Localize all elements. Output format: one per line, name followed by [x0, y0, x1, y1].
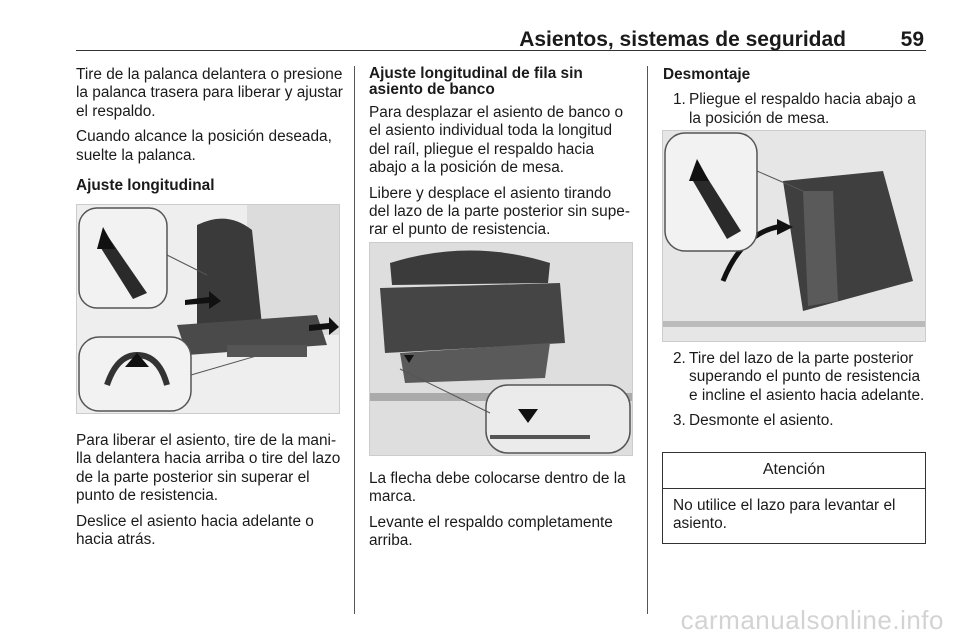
column-3 — [663, 66, 927, 135]
section-heading: Ajuste longitudinal — [76, 177, 215, 195]
rail-illustration — [370, 243, 632, 455]
paragraph: Cuando alcance la posición deseada, suelte la palanca. — [76, 128, 332, 164]
paragraph: Libere y desplace el asiento tirando del lazo de la parte posterior sin superar el punto de resistencia. — [369, 184, 630, 239]
section-title: Asientos, sistemas de seguridad — [519, 28, 846, 51]
list-item: 2. Tire del lazo de la parte posterior superando el punto de resistencia e incline el asiento hacia adelante. — [673, 350, 925, 404]
column-1-lower — [76, 432, 346, 556]
paragraph: La flecha debe colocarse dentro de la marca. — [369, 470, 626, 506]
column-divider — [354, 66, 355, 614]
paragraph: Deslice el asiento hacia adelante o hacia atrás. — [76, 512, 314, 549]
watermark: carmanualsonline.info — [680, 605, 944, 635]
removal-illustration — [663, 131, 925, 341]
list-item: 1. Pliegue el respaldo hacia abajo a la posición de mesa. — [673, 91, 916, 127]
column-2 — [369, 66, 635, 247]
page-number: 59 — [900, 28, 924, 51]
notice-title: Atención — [663, 453, 925, 489]
steps-list — [663, 91, 927, 128]
column-1 — [76, 66, 346, 202]
steps-list — [663, 350, 927, 431]
column-divider — [647, 66, 648, 614]
removal-figure — [662, 130, 926, 342]
notice-box — [662, 452, 926, 544]
paragraph: Levante el respaldo completamente arriba. — [369, 513, 613, 550]
section-heading: Desmontaje — [663, 66, 751, 83]
paragraph: Tire de la palanca delantera o presione la palanca trasera para liberar y ajustar el respaldo. — [76, 66, 343, 120]
column-2-lower — [369, 470, 635, 558]
page-header — [76, 26, 926, 51]
section-heading: Ajuste longitudinal de fila sin asiento de banco — [369, 65, 583, 98]
notice-body: No utilice el lazo para levantar el asiento. — [673, 497, 896, 533]
seat-illustration — [77, 205, 339, 413]
column-3-lower — [663, 350, 927, 438]
rail-adjust-figure — [369, 242, 633, 456]
paragraph: Para desplazar el asiento de banco o el asiento individual toda la longitud del raíl, pliegue el respaldo hacia abajo a la posición de mesa. — [369, 104, 624, 177]
list-item: 3. Desmonte el asiento. — [673, 412, 834, 430]
paragraph: Para liberar el asiento, tire de la manilla delantera hacia arriba o tire del lazo de la parte posterior sin superar el punto de resistencia. — [76, 432, 341, 505]
seat-adjust-figure — [76, 204, 340, 414]
